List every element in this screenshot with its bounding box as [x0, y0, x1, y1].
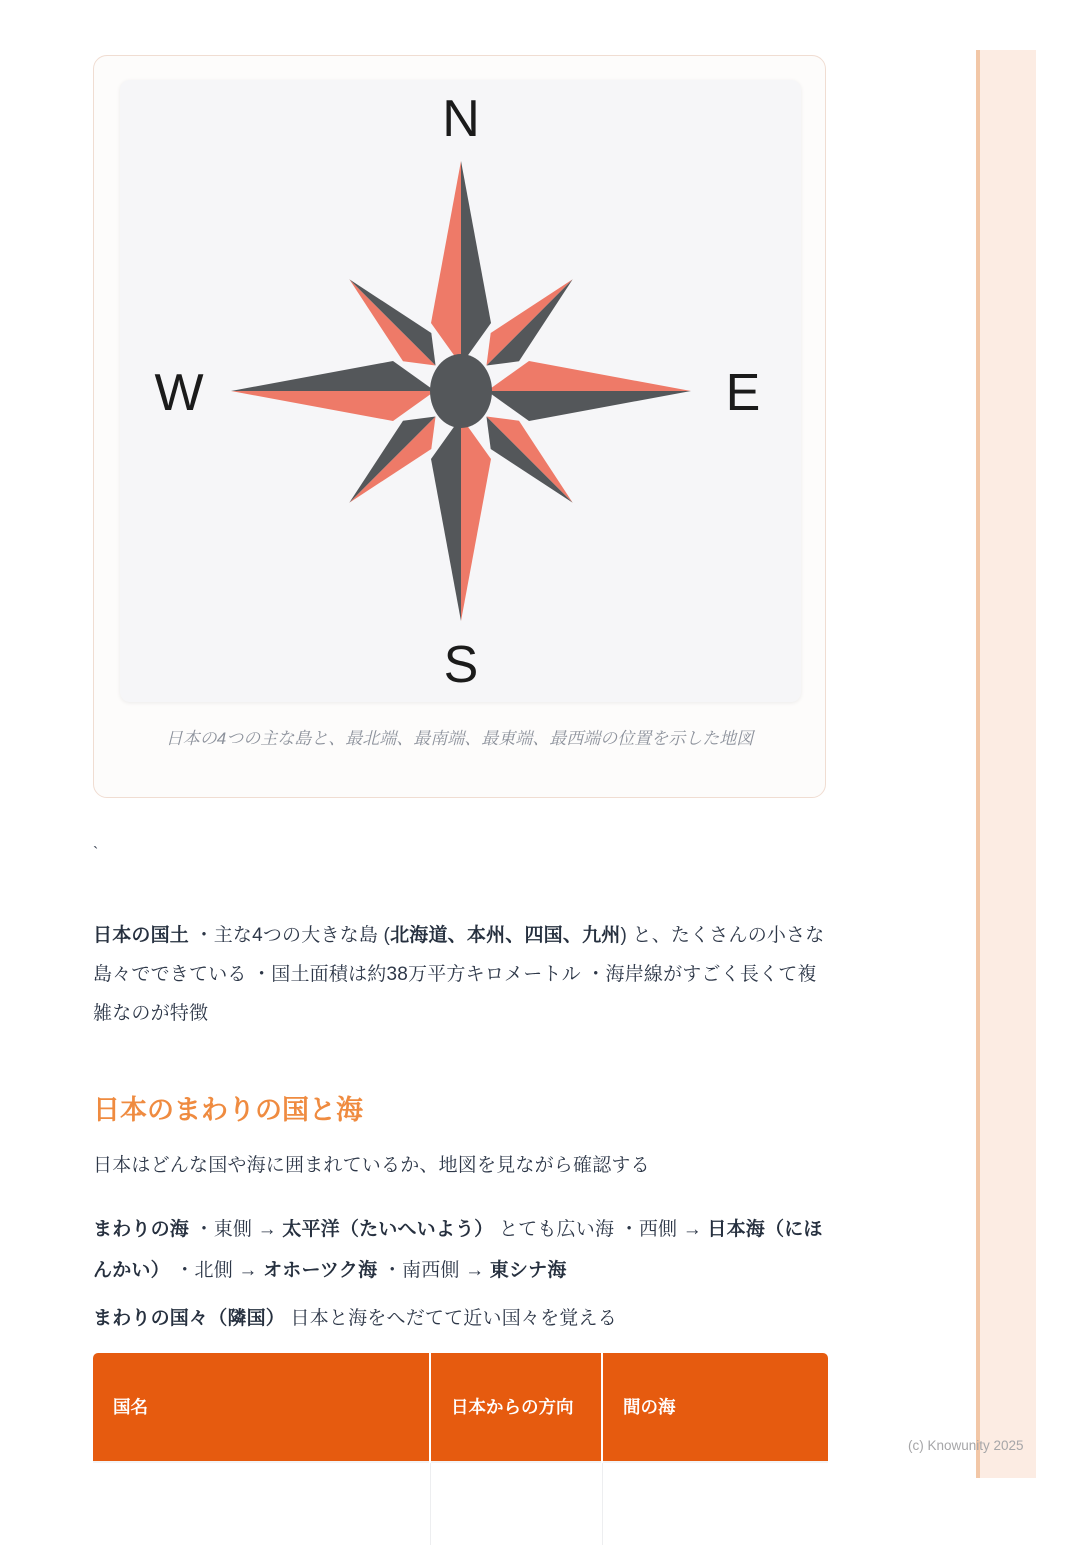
table-header-direction: 日本からの方向 — [430, 1353, 602, 1462]
compass-west-point — [231, 361, 435, 421]
figure-caption: 日本の4つの主な島と、最北端、最南端、最東端、最西端の位置を示した地図 — [165, 729, 754, 748]
compass-label-south: S — [443, 636, 478, 694]
table-header-row — [93, 1353, 828, 1462]
table-row — [93, 1462, 828, 1545]
compass-center-hub — [430, 354, 492, 428]
compass-label-north: N — [441, 90, 480, 148]
neighbor-countries-table — [93, 1353, 828, 1545]
table-cell — [602, 1462, 828, 1545]
compass-label-east: E — [725, 364, 760, 422]
neighbors-paragraph: まわりの国々（隣国） 日本と海をへだてて近い国々を覚える — [93, 1308, 617, 1329]
stray-backtick: ` — [93, 845, 99, 862]
table-cell — [93, 1462, 430, 1545]
seas-paragraph: まわりの海 ・東側 → 太平洋（たいへいよう） とても広い海 ・西側 → 日本海（にほんかい） ・北側 → オホーツク海 ・南西側 → 東シナ海 — [93, 1219, 823, 1281]
compass-east-point — [487, 361, 691, 421]
table-cell — [430, 1462, 602, 1545]
table-header-sea: 間の海 — [602, 1353, 828, 1462]
land-paragraph: 日本の国土 ・主な4つの大きな島 (北海道、本州、四国、九州) と、たくさんの小さな島々でできている ・国土面積は約38万平方キロメートル ・海岸線がすごく長くて複雑なのが特徴 — [93, 925, 825, 1024]
compass-north-point — [431, 161, 491, 365]
page-edge-stripe — [976, 50, 1036, 1478]
figure-image-frame — [120, 80, 801, 702]
copyright-notice: (c) Knowunity 2025 — [908, 1438, 1024, 1453]
compass-south-point — [431, 417, 491, 621]
compass-label-west: W — [153, 364, 204, 422]
figure-card — [93, 55, 826, 798]
section-intro: 日本はどんな国や海に囲まれているか、地図を見ながら確認する — [93, 1155, 650, 1176]
section-heading: 日本のまわりの国と海 — [93, 1095, 363, 1126]
table-header-country: 国名 — [93, 1353, 430, 1462]
compass-rose-image — [151, 81, 771, 701]
